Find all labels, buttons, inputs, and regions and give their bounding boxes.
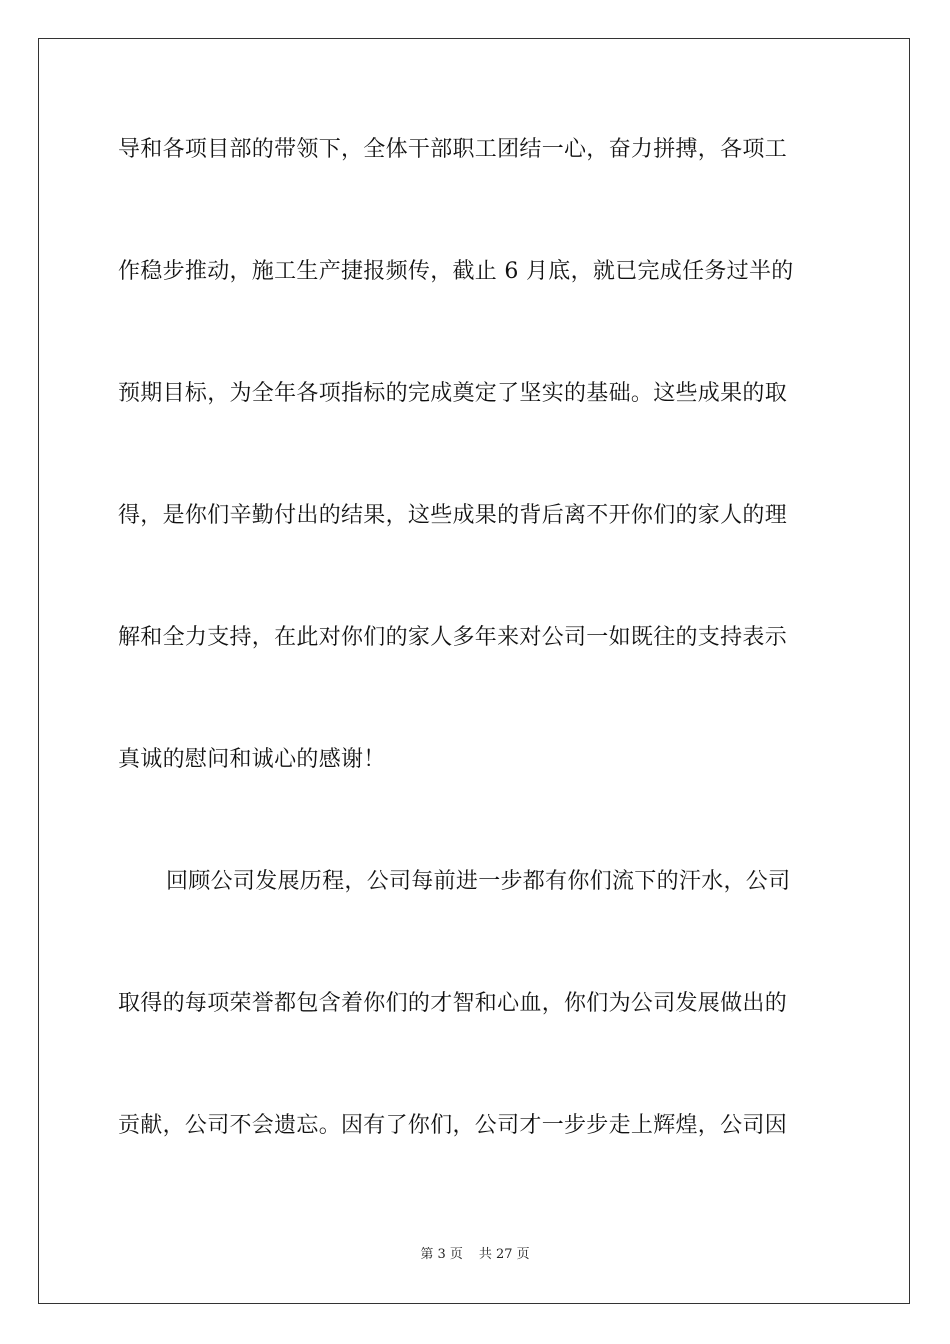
text-line: 作稳步推动，施工生产捷报频传，截止 6 月底，就已完成任务过半的 <box>118 259 794 284</box>
text-line: 解和全力支持，在此对你们的家人多年来对公司一如既往的支持表示 <box>118 625 788 650</box>
text-line: 取得的每项荣誉都包含着你们的才智和心血，你们为公司发展做出的 <box>118 991 788 1016</box>
text-line: 贡献，公司不会遗忘。因有了你们，公司才一步步走上辉煌，公司因 <box>118 1113 788 1138</box>
text-line: 得，是你们辛勤付出的结果，这些成果的背后离不开你们的家人的理 <box>118 503 788 528</box>
text-line: 导和各项目部的带领下，全体干部职工团结一心，奋力拼搏，各项工 <box>118 137 788 162</box>
text-line: 预期目标，为全年各项指标的完成奠定了坚实的基础。这些成果的取 <box>118 381 788 406</box>
text-line: 真诚的慰问和诚心的感谢！ <box>118 747 386 772</box>
page-footer <box>0 1246 950 1264</box>
page-number: 第 3 页 <box>420 1247 463 1262</box>
paragraph-first-line: 回顾公司发展历程，公司每前进一步都有你们流下的汗水，公司 <box>166 869 791 894</box>
page-total: 共 27 页 <box>478 1247 530 1262</box>
